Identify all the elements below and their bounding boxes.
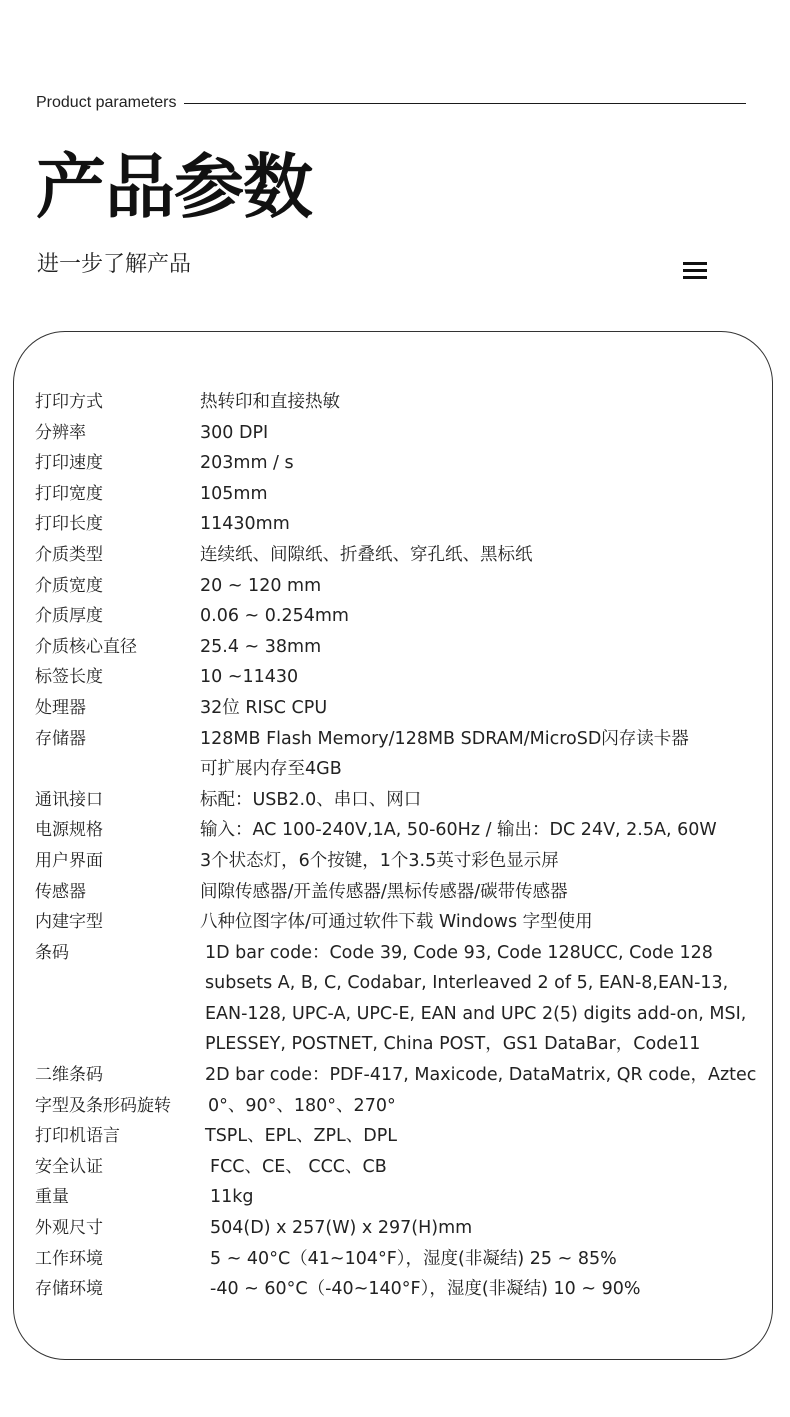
- spec-label: 内建字型: [35, 912, 103, 933]
- spec-value-line: 标配：USB2.0、串口、网口: [200, 789, 422, 810]
- spec-row: [35, 571, 775, 602]
- spec-label: 字型及条形码旋转: [35, 1095, 171, 1116]
- spec-value: [200, 846, 559, 877]
- page-title: 产品参数: [36, 146, 312, 228]
- spec-value: [210, 1244, 617, 1275]
- eyebrow-divider: [184, 103, 746, 104]
- spec-value-line: 300 DPI: [200, 422, 269, 443]
- spec-label: 打印机语言: [35, 1126, 120, 1147]
- spec-value-line: 热转印和直接热敏: [200, 392, 340, 412]
- spec-label: 存储环境: [35, 1279, 103, 1300]
- spec-row: [35, 815, 775, 846]
- spec-value-line: 3个状态灯，6个按键，1个3.5英寸彩色显示屏: [200, 850, 559, 871]
- spec-row: [35, 662, 775, 693]
- spec-label: 用户界面: [35, 850, 103, 871]
- spec-value-line: PLESSEY, POSTNET, China POST，GS1 DataBar，Code11: [205, 1034, 701, 1055]
- spec-value: [200, 907, 593, 938]
- spec-value-line: 25.4 ~ 38mm: [200, 636, 322, 657]
- spec-label: 电源规格: [35, 820, 103, 841]
- spec-value: [200, 479, 268, 510]
- menu-bar: [683, 276, 707, 279]
- spec-label: 重量: [35, 1187, 69, 1208]
- spec-value-line: 203mm / s: [200, 453, 294, 474]
- spec-row: [35, 1152, 775, 1183]
- spec-value-line: 2D bar code：PDF-417, Maxicode, DataMatrix, QR code，Aztec: [205, 1065, 757, 1086]
- spec-row: [35, 907, 775, 938]
- spec-label: 介质类型: [35, 544, 103, 565]
- spec-label: 标签长度: [35, 667, 103, 688]
- spec-value: [210, 1152, 387, 1183]
- menu-bar: [683, 262, 707, 265]
- spec-row: [35, 846, 775, 877]
- spec-row: [35, 1244, 775, 1275]
- spec-value-line: 5 ~ 40°C（41~104°F），湿度(非凝结) 25 ~ 85%: [210, 1248, 617, 1269]
- spec-label: 打印宽度: [35, 483, 103, 504]
- spec-label: 二维条码: [35, 1065, 103, 1086]
- spec-value: [200, 724, 689, 785]
- spec-value-line: 输入：AC 100-240V,1A, 50-60Hz / 输出：DC 24V, 2.5A, 60W: [200, 820, 717, 841]
- spec-label: 外观尺寸: [35, 1218, 103, 1239]
- spec-row: [35, 1182, 775, 1213]
- spec-label: 存储器: [35, 728, 86, 749]
- spec-value: [210, 1274, 641, 1305]
- spec-row: [35, 601, 775, 632]
- spec-value: [208, 1091, 396, 1122]
- spec-value-line: 20 ~ 120 mm: [200, 575, 322, 596]
- spec-value: [210, 1213, 472, 1244]
- spec-value-line: 连续纸、间隙纸、折叠纸、穿孔纸、黑标纸: [200, 544, 533, 565]
- page-subtitle: 进一步了解产品: [37, 252, 192, 277]
- spec-value: [200, 540, 533, 571]
- spec-value-line: 1D bar code：Code 39, Code 93, Code 128UCC, Code 128: [205, 942, 713, 963]
- spec-value-line: 八种位图字体/可通过软件下载 Windows 字型使用: [200, 912, 593, 933]
- spec-label: 处理器: [35, 697, 86, 718]
- spec-row: [35, 877, 775, 908]
- spec-row: [35, 1091, 775, 1122]
- spec-value-line: 105mm: [200, 483, 268, 504]
- section-eyebrow: [36, 93, 746, 113]
- spec-row: [35, 785, 775, 816]
- spec-value-line: -40 ~ 60°C（-40~140°F），湿度(非凝结) 10 ~ 90%: [210, 1279, 641, 1300]
- spec-label: 介质厚度: [35, 606, 103, 627]
- spec-value-line: 10 ~11430: [200, 667, 299, 688]
- spec-label: 介质宽度: [35, 575, 103, 596]
- spec-label: 通讯接口: [35, 789, 103, 810]
- spec-value-line: 0°、90°、180°、270°: [208, 1095, 396, 1116]
- spec-value-line: EAN-128, UPC-A, UPC-E, EAN and UPC 2(5) digits add-on, MSI,: [205, 1003, 747, 1024]
- spec-value: [205, 938, 746, 1060]
- spec-value-line: 间隙传感器/开盖传感器/黑标传感器/碳带传感器: [200, 881, 568, 902]
- spec-row: [35, 693, 775, 724]
- eyebrow-label: Product parameters: [36, 94, 177, 111]
- spec-value-line: TSPL、EPL、ZPL、DPL: [205, 1126, 398, 1147]
- spec-value-line: 32位 RISC CPU: [200, 697, 328, 718]
- spec-value: [200, 418, 268, 449]
- spec-value: [210, 1182, 254, 1213]
- spec-row: [35, 418, 775, 449]
- spec-label: 打印方式: [35, 392, 103, 412]
- spec-row: [35, 540, 775, 571]
- spec-row: [35, 479, 775, 510]
- spec-label: 安全认证: [35, 1156, 103, 1177]
- spec-table: [35, 387, 775, 1305]
- spec-label: 分辨率: [35, 422, 86, 443]
- spec-label: 传感器: [35, 881, 86, 902]
- spec-label: 条码: [35, 942, 69, 963]
- spec-row: [35, 1274, 775, 1305]
- spec-value-line: 128MB Flash Memory/128MB SDRAM/MicroSD闪存读卡器: [200, 728, 689, 749]
- spec-value: [200, 877, 568, 908]
- spec-value: [200, 509, 290, 540]
- spec-row: [35, 1213, 775, 1244]
- spec-row: [35, 387, 775, 418]
- spec-value-line: subsets A, B, C, Codabar, Interleaved 2 of 5, EAN-8,EAN-13,: [205, 973, 729, 994]
- spec-row: [35, 724, 775, 785]
- spec-value-line: 11430mm: [200, 514, 290, 535]
- spec-value: [200, 387, 340, 418]
- spec-value-line: 504(D) x 257(W) x 297(H)mm: [210, 1218, 473, 1239]
- spec-value: [200, 785, 421, 816]
- spec-value-line: 11kg: [210, 1187, 254, 1208]
- spec-value-line: 可扩展内存至4GB: [200, 759, 342, 780]
- spec-value-line: 0.06 ~ 0.254mm: [200, 606, 349, 627]
- spec-value: [200, 632, 321, 663]
- spec-row: [35, 1121, 775, 1152]
- spec-row: [35, 1060, 775, 1091]
- spec-value: [200, 662, 298, 693]
- spec-row: [35, 448, 775, 479]
- spec-value: [200, 693, 327, 724]
- spec-value: [200, 571, 321, 602]
- spec-value: [205, 1121, 397, 1152]
- spec-row: [35, 938, 775, 1060]
- menu-bar: [683, 269, 707, 272]
- spec-label: 工作环境: [35, 1248, 103, 1269]
- spec-value: [200, 601, 349, 632]
- spec-value: [200, 815, 717, 846]
- spec-row: [35, 632, 775, 663]
- spec-row: [35, 509, 775, 540]
- spec-label: 打印速度: [35, 453, 103, 474]
- spec-value-line: FCC、CE、 CCC、CB: [210, 1156, 387, 1177]
- hamburger-menu-icon[interactable]: [683, 262, 707, 280]
- spec-value: [205, 1060, 756, 1091]
- spec-value: [200, 448, 294, 479]
- spec-label: 打印长度: [35, 514, 103, 535]
- spec-label: 介质核心直径: [35, 636, 137, 657]
